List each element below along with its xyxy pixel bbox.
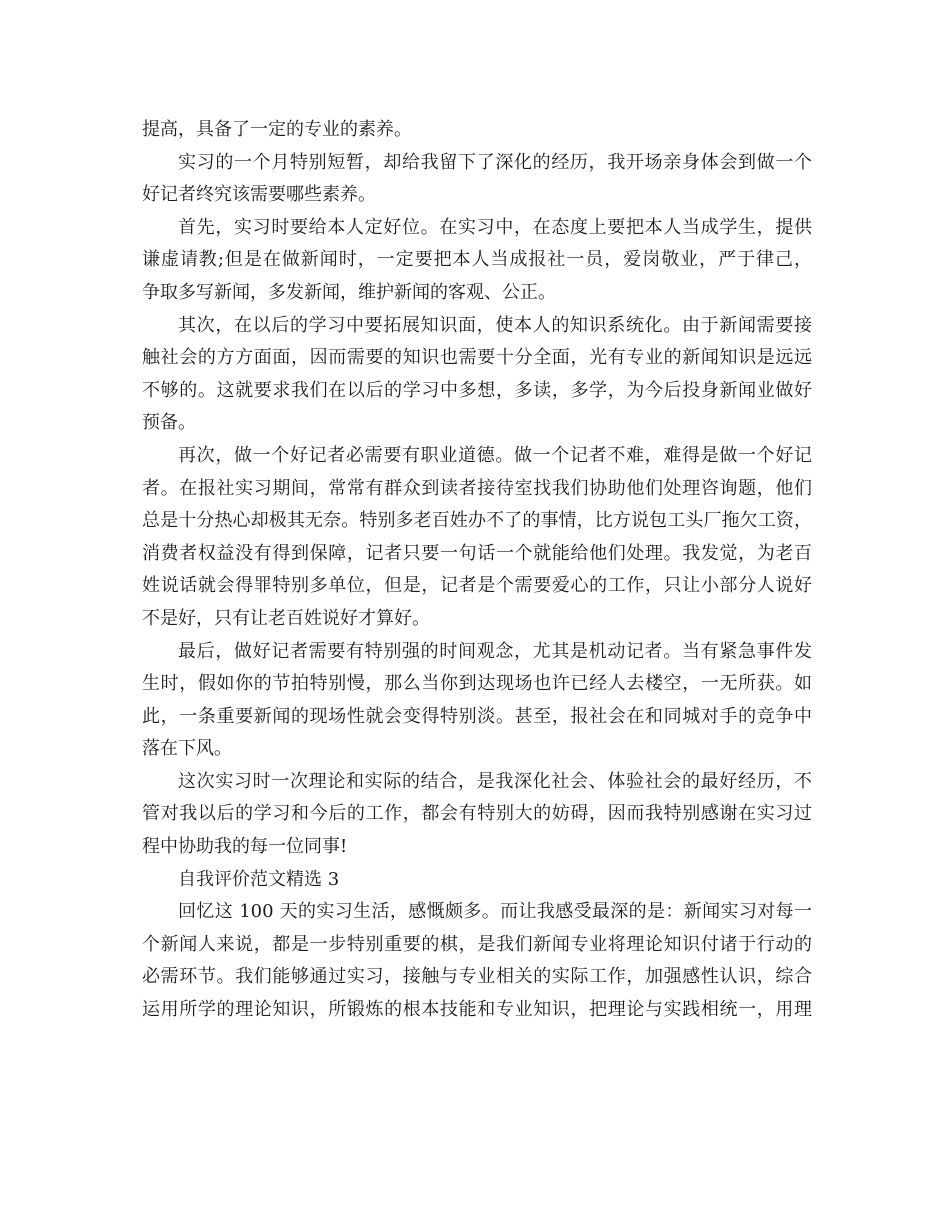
text-line: 程中协助我的每一位同事! [142, 836, 348, 858]
text-line: 必需环节。我们能够通过实习，接触与专业相关的实际工作，加强感性认识，综合 [142, 966, 812, 988]
text-line: 此，一条重要新闻的现场性就会变得特别淡。甚至，报社会在和同城对手的竞争中 [142, 705, 812, 727]
text-line: 提高，具备了一定的专业的素养。 [142, 119, 412, 140]
text-line: 生时，假如你的节拍特别慢，那么当你到达现场也许已经人去楼空，一无所获。如 [142, 673, 812, 695]
paragraph-first-line: 首先，实习时要给本人定好位。在实习中，在态度上要把本人当成学生，提供 [178, 216, 812, 238]
text-line: 落在下风。 [142, 738, 232, 760]
text-line: 不是好，只有让老百姓说好才算好。 [142, 607, 430, 629]
paragraph-first-line: 这次实习时一次理论和实际的结合，是我深化社会、体验社会的最好经历，不 [178, 770, 812, 792]
text-line: 预备。 [142, 412, 196, 434]
text-line: 者。在报社实习期间，常常有群众到读者接待室找我们协助他们处理咨询题，他们 [142, 477, 812, 499]
text-line: 争取多写新闻，多发新闻，维护新闻的客观、公正。 [142, 281, 556, 303]
text-line: 触社会的方方面面，因而需要的知识也需要十分全面，光有专业的新闻知识是远远 [142, 347, 812, 369]
paragraph-first-line: 再次，做一个好记者必需要有职业道德。做一个记者不难，难得是做一个好记 [178, 444, 812, 466]
paragraph-first-line: 自我评价范文精选 3 [178, 868, 340, 890]
paragraph-first-line: 其次，在以后的学习中要拓展知识面，使本人的知识系统化。由于新闻需要接 [178, 314, 812, 336]
paragraph-first-line: 最后，做好记者需要有特别强的时间观念，尤其是机动记者。当有紧急事件发 [178, 640, 812, 662]
paragraph-first-line: 回忆这 100 天的实习生活，感慨颇多。而让我感受最深的是：新闻实习对每一 [178, 901, 812, 923]
text-line: 运用所学的理论知识，所锻炼的根本技能和专业知识，把理论与实践相统一，用理 [142, 999, 812, 1021]
text-line: 不够的。这就要求我们在以后的学习中多想，多读，多学，为今后投身新闻业做好 [142, 379, 812, 401]
text-line: 谦虚请教;但是在做新闻时，一定要把本人当成报社一员，爱岗敬业，严于律己， [142, 249, 812, 271]
text-line: 管对我以后的学习和今后的工作，都会有特别大的妨碍，因而我特别感谢在实习过 [142, 803, 812, 825]
text-line: 好记者终究该需要哪些素养。 [142, 184, 376, 206]
text-line: 个新闻人来说，都是一步特别重要的棋，是我们新闻专业将理论知识付诸于行动的 [142, 933, 812, 955]
paragraph-first-line: 实习的一个月特别短暂，却给我留下了深化的经历，我开场亲身体会到做一个 [178, 151, 812, 173]
text-line: 总是十分热心却极其无奈。特别多老百姓办不了的事情，比方说包工头厂拖欠工资， [142, 510, 812, 532]
text-line: 消费者权益没有得到保障，记者只要一句话一个就能给他们处理。我发觉，为老百 [142, 542, 812, 564]
text-line: 姓说话就会得罪特别多单位，但是，记者是个需要爱心的工作，只让小部分人说好 [142, 575, 812, 597]
document-body [142, 114, 812, 1027]
